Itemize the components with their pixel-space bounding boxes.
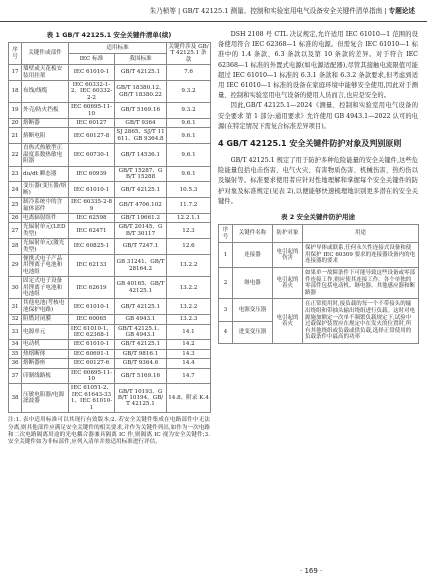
table1-header-row (9, 43, 211, 54)
table1-cell-no: 24 (9, 182, 22, 198)
table1-cell-part: 阻燃封闭膜 (22, 315, 69, 324)
table2-header-row (219, 225, 419, 243)
table1-cell-clause: 14.4 (167, 359, 211, 368)
table2-caption: 表 2 安全关键件防护用途 (280, 213, 356, 222)
header-text (150, 5, 415, 15)
table1-cell-cn: GB 4943.1 (115, 315, 167, 324)
table1-cell-no: 36 (9, 359, 22, 368)
table1-cell-no: 34 (9, 340, 22, 349)
table1-cell-clause: 12.2.1.1 (167, 213, 211, 222)
table-row (9, 368, 211, 384)
table-row (219, 268, 419, 299)
table1-cell-clause: 14.2 (167, 340, 211, 349)
table1-cell-clause: 14.7 (167, 368, 211, 384)
table1-cell-no: 23 (9, 166, 22, 182)
table1-cell-iec: IEC 60825-1 (69, 239, 115, 255)
table1-cell-no: 20 (9, 119, 22, 128)
table2-cell-no: 3 (219, 299, 233, 321)
table1-cell-cn: GB/T 15287、GB/T 15288 (115, 166, 167, 182)
table1-cell-part: 便携式电子产品用锂离子电池和电池组 (22, 254, 69, 276)
table1-cell-iec: IEC 62598 (69, 213, 115, 222)
table-row (9, 182, 211, 198)
table1-cell-clause: 13.2.2 (167, 254, 211, 276)
table1-cell-iec: IEC 61010-1 (69, 340, 115, 349)
table-row (9, 239, 211, 255)
section-paragraph: GB/T 42125.1 规定了用于防护多种危险能量的安全关键件,这些危险能量包括电击伤害、电气火灾、有害物质伤害、机械伤害、热灼伤以及辐射等。标准要求使用者应针对性地理解和掌握每个安全关键件的防护对象及标准规定(见表 2),以便能够快速梳理地识别更多潜在的安全关键件。 (218, 157, 418, 205)
table1-cell-iec: IEC 62133 (69, 254, 115, 276)
table1-cell-cn: SJ 2865、SJ/T 11611、GB 9364.8 (116, 129, 165, 142)
table1-cell-cn: GB/T 19661.2 (115, 213, 167, 222)
table1-cell-clause: 14.3 (167, 349, 211, 358)
intro-paragraph-1: DSH 2108 号 CTL 决议规定,允许适用 IEC 61010—1 范围的设备使用符合 IEC 62368—1 标准的电源。但需复合 IEC 61010—1 标准中的 1.4 条款、6.3 条款以及第 10 条款的差异。对于符合 IEC 62368—1 标准的外置式电源(如电源适配器),尽管其接触电流限值可能超过 IEC 61010—1 标准的 6.3.1 条款和 6.3.2 条款要求,但考虑到适用 IEC 61010—1 标准的设备在家庭环境中能够安全使用,因此对于测量、控制和实验室用电气设备的使用人员而言,也应是安全的。 (218, 31, 418, 100)
table1-cell-clause: 14.8、附录 K.4 (167, 384, 211, 413)
table1-cell-cn: GB/T 14536.1 (115, 144, 167, 166)
table1-cell-no: 26 (9, 213, 22, 222)
table2-cell-part: 进变变压器 (233, 321, 273, 343)
table1-cell-clause: 13.2.2 (167, 299, 211, 315)
table-row (9, 254, 211, 276)
table2-col-use: 用途 (303, 225, 419, 243)
table2-cell-target: 电引起的伤害 (273, 243, 303, 268)
table2-cell-target: 电引起的着火 (273, 268, 303, 299)
table1-cell-clause: 12.3 (167, 223, 211, 239)
table2-col-no: 序号 (219, 225, 233, 243)
table2-cell-no: 1 (219, 243, 233, 268)
table1 (8, 42, 211, 413)
table1-cell-clause: 9.3.2 (167, 103, 211, 119)
table-row (9, 359, 211, 368)
table1-cell-no: 37 (9, 368, 22, 384)
table1-cell-no: 30 (9, 277, 22, 299)
header-section: 专题论述 (388, 7, 415, 15)
table1-cell-cn: GB/T 9364.6 (115, 359, 167, 368)
table-row (219, 243, 419, 268)
table-row (9, 277, 211, 299)
table2-cell-use: 保护导体或联系,任何永久性连接式设备和使用保护 IEC 60309 要求的连接器设备内的电连接器的要求 (303, 243, 419, 268)
header-rule (0, 21, 427, 22)
table1-cell-part: 印制线路板 (22, 368, 69, 384)
left-column (8, 30, 210, 447)
table1-col-std-group: 适用标准 (69, 43, 167, 54)
table1-cell-no: 22 (9, 144, 22, 166)
table1-cell-iec: IEC 60127-6 (69, 359, 115, 368)
table1-cell-no: 38 (9, 384, 22, 413)
section-heading: 4 GB/T 42125.1 安全关键件防护对象及判别原则 (218, 139, 402, 149)
table1-cell-part: 固定式电子设备用锂离子电池和电池组 (22, 277, 69, 299)
intro-paragraph-2: 因此,GB/T 42125.1—2024《测量、控制和实验室用电气设备的安全要求 第 1 部分:通用要求》允许使用 GB 4943.1—2022 认可的电源(在特定情况下需复合标准差异项目)。 (218, 102, 418, 130)
table1-cell-clause: 9.6.1 (167, 166, 211, 182)
table1-cell-iec: IEC 62619 (69, 277, 115, 299)
table1-cell-no: 25 (9, 198, 22, 214)
table2-cell-no: 2 (219, 268, 233, 299)
table1-cell-part: 热熔断体 (22, 349, 69, 358)
table1-cell-part: 外壳/防火挡板 (22, 103, 69, 119)
table1-col-cn: 我国标准 (115, 54, 167, 65)
table1-cell-no: 28 (9, 239, 22, 255)
table1-cell-iec: IEC 60939 (69, 166, 115, 182)
table1-cell-cn: GB 31241、GB/T 28164.2 (115, 254, 167, 276)
table1-cell-iec: IEC 60695-11-10 (69, 368, 115, 384)
table1-cell-no: 32 (9, 315, 22, 324)
table1-cell-clause: 13.2.2 (167, 277, 211, 299)
table1-cell-part: 光辐射单元(LED 类型) (22, 223, 69, 239)
table1-cell-no: 17 (9, 65, 22, 81)
table2-cell-part: 电源变压器 (233, 299, 273, 321)
table1-cell-part: 压敏电阻器/电源滤波器 (22, 384, 69, 413)
table2-cell-use: 在正常使用时,接负载的每一个不带接头的输出绕组和带抽头输出绕组进行负载。这时对电源施加额定一次单不频繁负载规定下,试验中过载保护装置应在规定中在发火的位置时,所有其他绕组或负载或供负载,选择正常使用的负载条件中最高的功率 (303, 299, 419, 344)
table-row (9, 144, 211, 166)
table1-cell-clause: 9.6.1 (167, 128, 211, 144)
table1-cell-iec: IEC 61010-1、IEC 62368-1 (69, 324, 115, 340)
table1-cell-cn: GB/T 42125.1 (115, 182, 167, 198)
table1-cell-cn: GB/T 42125.1 (115, 65, 167, 81)
table1-cell-cn: GB/T 42125.1、GB 4943.1 (115, 324, 167, 340)
table1-cell-iec: IEC 61010-1 (69, 65, 115, 81)
table-row (9, 299, 211, 315)
table1-cell-iec: IEC 60730-1 (69, 144, 115, 166)
table1-cell-clause: 10.5.3 (167, 182, 211, 198)
table-row (9, 119, 211, 128)
table1-cell-part: 电源单元 (22, 324, 69, 340)
table1-cell-iec: IEC 61051-2、IEC 61643-331、IEC 61010-1 (69, 384, 115, 413)
table-row (9, 349, 211, 358)
table1-col-part: 关键件或部件 (22, 43, 69, 65)
table-row (219, 299, 419, 321)
table-row (9, 324, 211, 340)
table-row (9, 65, 211, 81)
table1-cell-iec: IEC 60127-8 (69, 128, 115, 144)
table1-cell-no: 21 (9, 128, 22, 144)
table1-cell-no: 31 (9, 299, 22, 315)
table1-cell-cn: GB/T 5169.16 (115, 103, 167, 119)
table1-cell-cn: GB/T 9364 (115, 119, 167, 128)
table1-cell-part: 熔断器座 (22, 359, 69, 368)
table1-cell-part: 电离辐射组件 (22, 213, 69, 222)
table2-col-part: 关键件名称 (233, 225, 273, 243)
table2-cell-use: 如果单一故障条件下可能导致这些设备或零部件连接工作,则应使其连接工作。各个单独的零部件包括电动机、继电器、其他感应器和断路器 (303, 268, 419, 299)
header-title: 朱乃桢等 | GB/T 42125.1 测量、控制和实验室用电气设备安全关键件清单指南 | (149, 7, 387, 15)
table2-body (219, 243, 419, 344)
table1-cell-cn: GB/T 18380.12、GB/T 18380.22 (115, 81, 167, 103)
table-row (9, 340, 211, 349)
table1-caption: 表 1 GB/T 42125.1 安全关键件清单(续) (46, 31, 172, 39)
table1-cell-cn: GB/T 42125.1 (115, 340, 167, 349)
table1-cell-iec: IEC 62471 (69, 223, 115, 239)
table1-col-seq: 序号 (9, 43, 22, 65)
table1-cell-cn: GB 40165、GB/T 42125.1 (115, 277, 167, 299)
table1-cell-iec: IEC 60127 (69, 119, 115, 128)
table1-cell-part: 熔断电阻 (22, 128, 69, 144)
table1-cell-no: 18 (9, 81, 22, 103)
table1-cell-cn: GB/T 42125.1 (115, 299, 167, 315)
table1-cell-no: 27 (9, 223, 22, 239)
table1-cell-clause: 14.1 (167, 324, 211, 340)
table2-cell-part: 继电器 (233, 268, 273, 299)
table1-cell-iec: IEC 60695-11-10 (69, 103, 115, 119)
table1-cell-cn: GB/T 5169.16 (115, 368, 167, 384)
table1-cell-iec: IEC 60335-2-89 (69, 198, 115, 214)
table1-cell-part: 光辐射单元(激光类型) (22, 239, 69, 255)
table1-cell-clause: 12.6 (167, 239, 211, 255)
table1-cell-part: 布线/线缆 (22, 81, 69, 103)
table1-cell-cn: GB/T 10193、GB/T 10194、GB/T 42125.1 (115, 384, 167, 413)
table1-cell-clause: 11.7.2 (167, 198, 211, 214)
table1-cell-no: 35 (9, 349, 22, 358)
table1-cell-no: 33 (9, 324, 22, 340)
running-header (0, 0, 427, 22)
table-row (9, 81, 211, 103)
table1-cell-clause: 13.2.3 (167, 315, 211, 324)
table1-cell-part: 直热式热敏型正温度系数热敏电阻器 (22, 144, 69, 166)
table-row (9, 103, 211, 119)
table-row (9, 384, 211, 413)
table1-cell-iec: IEC 60065 (69, 315, 115, 324)
table1-cell-part: 电动机 (22, 340, 69, 349)
table1-cell-cn: GB/T 7247.1 (115, 239, 167, 255)
table1-cell-part: 墙壁或天花板安装用挂架 (22, 65, 69, 81)
table2-cell-no: 4 (219, 321, 233, 343)
table1-cell-iec: IEC 60691-1 (69, 349, 115, 358)
table1-cell-cn: GB/T 9816.1 (115, 349, 167, 358)
table2-cell-target: 电引起的着火 (273, 299, 303, 344)
table1-cell-clause: 7.6 (167, 65, 211, 81)
table1-cell-part: 变压器(变压器/熔断) (22, 182, 69, 198)
table2-col-target: 防护对象 (273, 225, 303, 243)
table-row (9, 213, 211, 222)
table2-cell-part: 连接器 (233, 243, 273, 268)
table-row (9, 198, 211, 214)
table1-cell-iec: IEC 61010-1 (69, 299, 115, 315)
table1-cell-clause: 9.6.1 (167, 119, 211, 128)
table1-cell-part: 制冷系统中的含氟体部件 (22, 198, 69, 214)
table1-col-iec: IEC 标准 (69, 54, 115, 65)
table1-cell-part: 熔断器 (22, 119, 69, 128)
table1-body (9, 65, 211, 413)
table1-cell-part: du/dt 瞬态器 (22, 166, 69, 182)
table1-cell-iec: IEC 60332-1-2、IEC 60332-2-2 (69, 81, 115, 103)
table1-cell-iec: IEC 61010-1 (69, 182, 115, 198)
table2 (218, 224, 419, 344)
table1-cell-part: 其他电池(考核电池保护电路) (22, 299, 69, 315)
table1-cell-no: 29 (9, 254, 22, 276)
table-row (9, 128, 211, 144)
table1-cell-cn: GB/T 4706.102 (115, 198, 167, 214)
table-row (9, 223, 211, 239)
table-row (9, 315, 211, 324)
table1-cell-clause: 9.6.1 (167, 144, 211, 166)
page-number: · 169 · (300, 567, 323, 575)
table1-cell-no: 19 (9, 103, 22, 119)
table1-note: 注:1. 表中适用标准可以其现行有效版本;2. 若安全关键件集成在电路部件中无法分离,则其他部件应满足安全关键件的相关要求,并作为关键件列出,如作为一次电路和二次电路隔离用途的光电耦合器兼具隔离 IC 作,则隔离 IC 视为安全关键件;3. 安全关键件如为非标部件,应列入清单并按适用标准进行评估。 (8, 417, 210, 446)
table1-cell-cn: GB/T 20145、GB/T 30117 (115, 223, 167, 239)
table1-cell-clause: 9.3.2 (167, 81, 211, 103)
right-column (218, 30, 418, 344)
table1-col-clause: 关键件涉及 GB/T 42125.1 条款 (168, 44, 209, 63)
table-row (9, 166, 211, 182)
